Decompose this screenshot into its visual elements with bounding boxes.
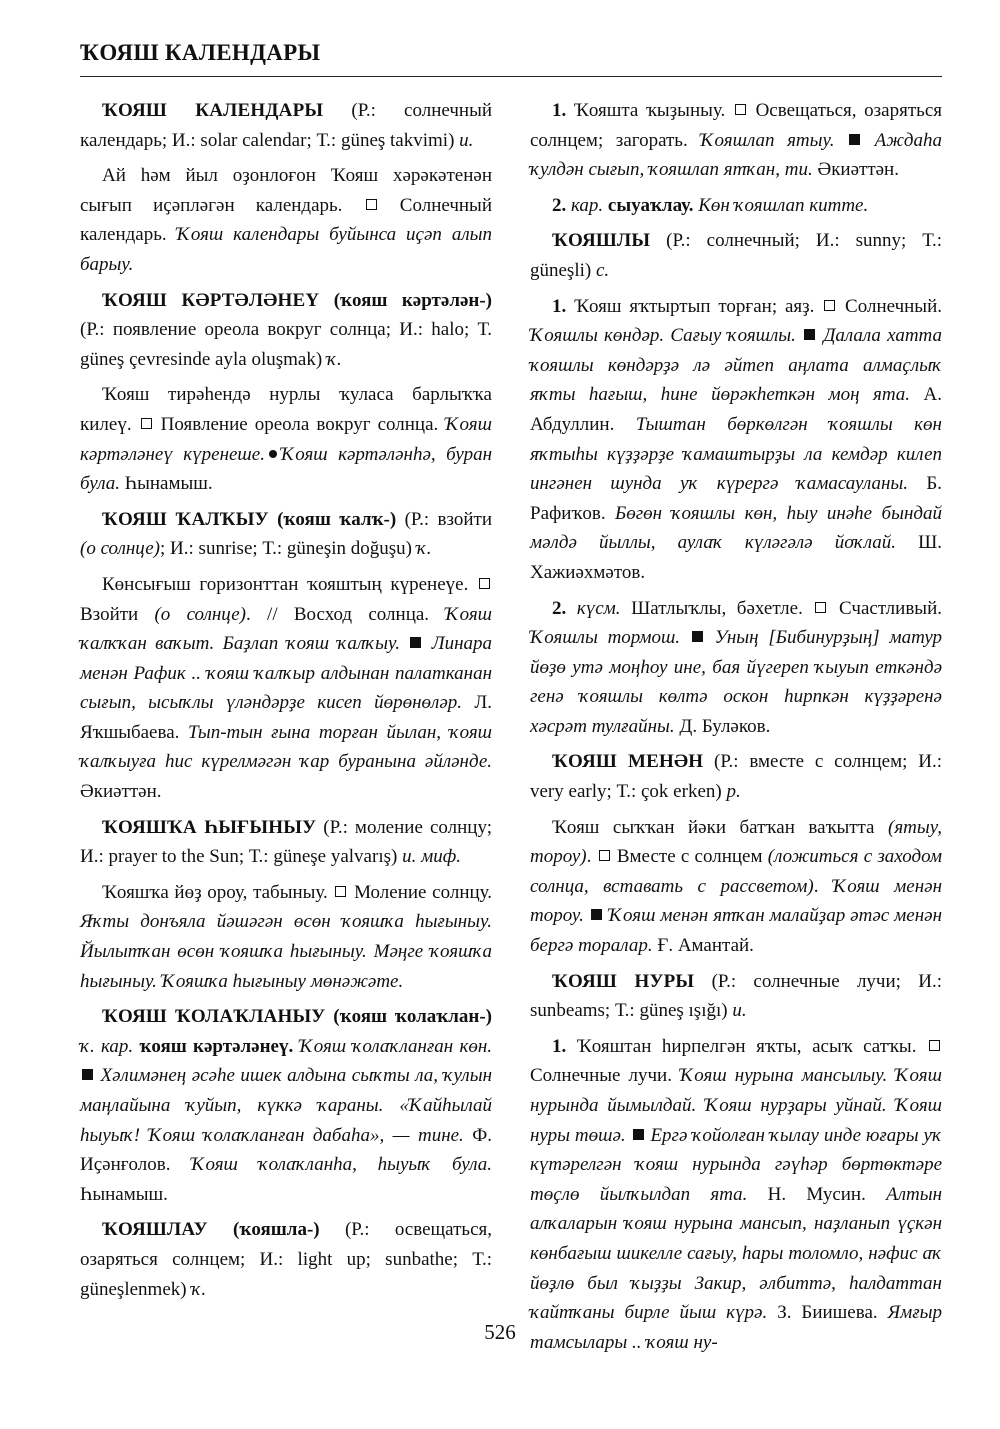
source: Ш. Хажиәхмәтов. <box>530 532 942 583</box>
sense-number: 1. <box>552 1035 567 1057</box>
translations: (Р.: вместе с солнцем; И.: very early; Т.: çok erken) <box>530 751 942 803</box>
example: Ҡояш менән тороу. <box>530 875 942 927</box>
part-of-speech: ҡ. <box>416 538 432 560</box>
running-header: ҠОЯШ КАЛЕНДАРЫ <box>80 40 321 65</box>
definition-text: Ҡояштан һирпелгән яҡты, асыҡ сатҡы. <box>566 1035 927 1057</box>
translations: (Р.: освещаться, озаряться солнцем; И.: light up; sunbathe; Т.: güneşlenmek) <box>80 1219 492 1300</box>
russian-equivalent: Солнечные лучи. <box>530 1065 681 1087</box>
translations: (Р.: солнечный календарь; И.: solar calendar; Т.: güneş takvimi) <box>80 100 492 151</box>
headword: ҠОЯШ КАЛЕНДАРЫ <box>102 100 324 121</box>
sense-number: 2. <box>552 597 567 619</box>
definition-text: Ай һәм йыл оҙонлоғон Ҡояш хәрәкәтенән сығып иҫәпләгән календарь. <box>80 165 492 216</box>
part-of-speech: күсм. <box>566 597 621 619</box>
example: Ҡояш кәртәләнһә, буран була. <box>80 443 492 495</box>
sense-1 <box>530 1032 942 1358</box>
source: А. Абдуллин. <box>530 384 942 435</box>
entry-koyashka-hygynyw <box>80 813 492 872</box>
sense-1 <box>530 292 942 588</box>
example: Ямғыр тамсылары .. ҡояш ну- <box>530 1302 942 1353</box>
definition <box>530 813 942 961</box>
source: Һынамыш. <box>120 473 213 495</box>
entry-koyashly <box>530 226 942 285</box>
example: Көн ҡояшлап китте. <box>693 194 869 216</box>
part-of-speech: ҡ. <box>191 1278 207 1300</box>
black-square-marker <box>633 1129 644 1140</box>
russian-note: (ложиться с заходом солнца, вставать с рассветом) <box>530 846 943 897</box>
source: Ф. Иҫәнғолов. <box>80 1124 492 1176</box>
translations: (Р.: солнечный; И.: sunny; Т.: güneşli) <box>530 230 942 281</box>
example: Тыштан бөркөлгән ҡояшлы көн яҡтыһы күҙҙәрҙе ҡамаштырҙы ла кемдәр килеп ингәнен шунда уҡ күрергә ҡамасауланы. <box>530 413 942 495</box>
definition-note: (ятыу, тороу) <box>530 816 942 868</box>
source: Л. Яҡшыбаева. <box>80 692 493 743</box>
black-square-marker <box>804 329 815 340</box>
part-of-speech: р. <box>726 781 741 803</box>
part-of-speech: и. <box>732 1000 747 1022</box>
part-of-speech: ҡ. кар. <box>80 1035 134 1057</box>
translations: (Р.: солнечные лучи; И.: sunbeams; Т.: güneş ışığı) <box>530 970 942 1022</box>
example: Ҡояш менән ятҡан малайҙар әтәс менән бергә торалар. <box>530 905 943 957</box>
russian-note: (о солнце) <box>154 603 247 625</box>
example: Ҡояш ҡалҡҡан ваҡыт. Баҙлап ҡояш ҡалҡыу. <box>80 603 492 655</box>
example: Ҡояшлы тормош. <box>530 627 681 649</box>
header-rule <box>80 76 942 77</box>
translations: (Р.: моление солнцу; И.: prayer to the Sun; Т.: güneşe yalvarış) <box>80 816 492 868</box>
definition-text: Ҡояш яҡтыртып торған; аяҙ. <box>566 295 823 317</box>
russian-equivalent: Взойти <box>80 603 155 625</box>
headword-form: (ҡояшла-) <box>207 1219 320 1241</box>
source: Ғ. Амантай. <box>652 935 754 957</box>
example: Яҡты донъяла йәшәгән өсөн ҡояшҡа һығыныу. Йылытҡан өсөн ҡояшҡа һығыныу. Мәңге ҡояшҡа һығыныу. Ҡояшҡа һығыныу мөнәжәте. <box>80 911 492 992</box>
square-marker <box>335 886 346 897</box>
dot-marker <box>269 450 277 458</box>
black-square-marker <box>82 1069 93 1080</box>
part-of-speech: с. <box>595 259 610 281</box>
headword: ҠОЯШЛЫ <box>552 230 651 252</box>
example: Ҡояш кәртәләнеү күренеше. <box>80 413 492 465</box>
entry-koyashlaw <box>80 1215 492 1304</box>
translations: ; И.: sunrise; Т.: güneşin doğuşu) <box>160 538 417 560</box>
definition-text: . <box>586 846 597 868</box>
russian-equivalent: . // Восход солнца. <box>246 603 446 625</box>
example: Хәлимәнең әсәһе ишек алдына сыҡты ла, ҡулын маңлайына ҡуйып, күккә ҡараны. «Ҡайһылай һыуыҡ! Ҡояш ҡолаҡланған дабаһа», — тине. <box>80 1065 493 1146</box>
square-marker <box>479 578 490 589</box>
sense-number: 1. <box>552 100 567 121</box>
entry-koyash-nury <box>530 967 942 1026</box>
headword: ҠОЯШҠА ҺЫҒЫНЫУ <box>102 816 317 838</box>
definition-text: Шатлыҡлы, бәхетле. <box>620 597 814 619</box>
sense-2 <box>530 191 942 221</box>
translation-note: (о солнце) <box>80 538 161 560</box>
definition-text: Ҡояш тирәһендә нурлы ҡуласа барлыҡҡа килеү. <box>80 384 492 435</box>
source: Б. Рафиҡов. <box>530 473 942 524</box>
cross-reference: сыуаҡлау. <box>603 194 694 216</box>
definition <box>80 878 492 996</box>
part-of-speech: и. <box>459 129 474 151</box>
headword: ҠОЯШЛАУ <box>102 1219 208 1241</box>
example: Аждаһа ҡулдән сығып, ҡояшлап ятҡан, ти. <box>530 129 943 181</box>
example: Ҡояшлап ятыу. <box>700 129 835 151</box>
entry-koyash-kalkyw <box>80 505 492 564</box>
example: Ҡояш календары буйынса иҫәп алып барыу. <box>80 224 492 275</box>
example: Бөгөн ҡояшлы көн, һыу инәһе бындай мәлдә йыллы, аулаҡ күләгәлә йоҡлай. <box>530 502 943 554</box>
source: Әкиәттән. <box>812 159 899 181</box>
example: Уның [Бибинурҙың] матур йөҙө утә моңһоу ине, бая йүгереп ҡыуып еткәндә генә ҡояшлы көлтә оскон һирпкән күҙҙәренә хәсрәт тулғайны. <box>530 627 943 737</box>
sense-number: 2. <box>552 194 567 216</box>
headword: ҠОЯШ КӘРТӘЛӘНЕҮ <box>102 289 320 311</box>
definition <box>80 570 492 807</box>
right-column <box>530 96 942 1363</box>
example: Ергә ҡойолған ҡылау инде юғары уҡ күтәрелгән ҡояш нурында гәүһәр бөртөктәре төҫлө йылҡылдап ята. <box>530 1124 943 1205</box>
russian-equivalent: Освещаться, озаряться солнцем; загорать. <box>530 100 942 151</box>
russian-equivalent: Вместе с солнцем <box>611 846 768 868</box>
entry-koyash-kolaklanyw <box>80 1002 492 1209</box>
example: Линара менән Рафик .. ҡояш ҡалҡыр алдынан палатканан сығып, ысыҡлы үләндәрҙе кисеп йөрөнөләр. <box>80 633 492 714</box>
entry-koyash-kalendary <box>80 96 492 155</box>
russian-equivalent: Солнечный календарь. <box>80 194 492 246</box>
square-marker <box>929 1040 940 1051</box>
black-square-marker <box>692 631 703 642</box>
cross-reference: ҡояш кәртәләнеү. <box>133 1035 294 1057</box>
headword-form: (ҡояш кәртәлән-) <box>319 289 493 311</box>
page-number: 526 <box>484 1320 516 1344</box>
source: Һынамыш. <box>80 1183 168 1205</box>
example: Алтын алҡаларын ҡояш нурына мансып, наҙланып үҫкән көнбағыш шикелле сағыу, һары толомло, нәфис аҡ йөҙлө был ҡыҙҙы Закир, әлбиттә, һалдаттан ҡайтҡаны бирле йыш күрә. <box>530 1183 942 1324</box>
definition <box>80 161 492 279</box>
sense-number: 1. <box>552 295 567 317</box>
headword: ҠОЯШ МЕНӘН <box>552 751 704 773</box>
example: Ҡояш ҡолаҡланһа, һыуыҡ була. <box>191 1154 492 1176</box>
example: Ҡояш ҡолаҡланған көн. <box>293 1035 493 1057</box>
square-marker <box>815 602 826 613</box>
example: Далала хатта ҡояшлы көндәрҙә лә әйтеп аңлата алмаҫлыҡ яҡты һағыш, һине йөрәкһеткән моң ята. <box>530 325 942 406</box>
definition-text: Ҡояш сыҡҡан йәки батҡан ваҡытта <box>552 816 888 838</box>
headword: ҠОЯШ ҠОЛАҠЛАНЫУ <box>102 1006 326 1028</box>
black-square-marker <box>410 637 421 648</box>
example: Ҡояшлы көндәр. Сағыу ҡояшлы. <box>530 325 796 347</box>
square-marker <box>366 199 377 210</box>
square-marker <box>824 300 835 311</box>
part-of-speech: и. миф. <box>402 846 461 868</box>
russian-equivalent: Появление ореола вокруг солнца. <box>153 413 446 435</box>
square-marker <box>735 104 746 115</box>
entry-koyash-kertelenew <box>80 286 492 375</box>
source: З. Биишева. <box>767 1302 888 1324</box>
square-marker <box>599 850 610 861</box>
example: Ҡояш нурына мансылыу. Ҡояш нурында йымылдай. Ҡояш нурҙары уйнай. Ҡояш нуры төшә. <box>530 1065 942 1146</box>
definition-text: Көнсығыш горизонттан ҡояштың күренеүе. <box>102 573 477 595</box>
headword-form: (ҡояш ҡалҡ-) <box>268 508 397 530</box>
part-of-speech: кар. <box>566 194 604 216</box>
square-marker <box>141 418 152 429</box>
translations: (Р.: взойти <box>396 508 492 530</box>
black-square-marker <box>591 909 602 920</box>
source: Әкиәттән. <box>80 781 162 803</box>
translations: (Р.: появление ореола вокруг солнца; И.: halo; Т. güneş çevresinde ayla oluşmak) <box>80 319 492 370</box>
russian-equivalent: Счастливый. <box>828 597 942 619</box>
entry-koyash-menen <box>530 747 942 806</box>
headword: ҠОЯШ ҠАЛҠЫУ <box>102 508 269 530</box>
russian-equivalent: Моление солнцу. <box>348 881 493 903</box>
left-column <box>80 96 492 1310</box>
headword-form: (ҡояш ҡолаҡлан-) <box>325 1006 492 1028</box>
russian-equivalent: . <box>813 875 833 897</box>
definition <box>80 380 492 498</box>
source: Н. Мусин. <box>747 1183 887 1205</box>
headword: ҠОЯШ НУРЫ <box>552 970 695 992</box>
sense-2 <box>530 594 942 742</box>
definition-text: Ҡояшта ҡыҙыныу. <box>566 100 733 121</box>
part-of-speech: ҡ. <box>326 348 342 370</box>
source: Д. Буләков. <box>674 715 771 737</box>
russian-equivalent: Солнечный. <box>837 295 942 317</box>
definition-text: Ҡояшҡа йөҙ ороу, табыныу. <box>102 881 334 903</box>
sense-1 <box>530 96 942 185</box>
example: Тып-тын ғына торған йылан, ҡояш ҡалҡыуға һис күрелмәгән ҡар буранына әйләнде. <box>80 721 492 773</box>
black-square-marker <box>849 134 860 145</box>
